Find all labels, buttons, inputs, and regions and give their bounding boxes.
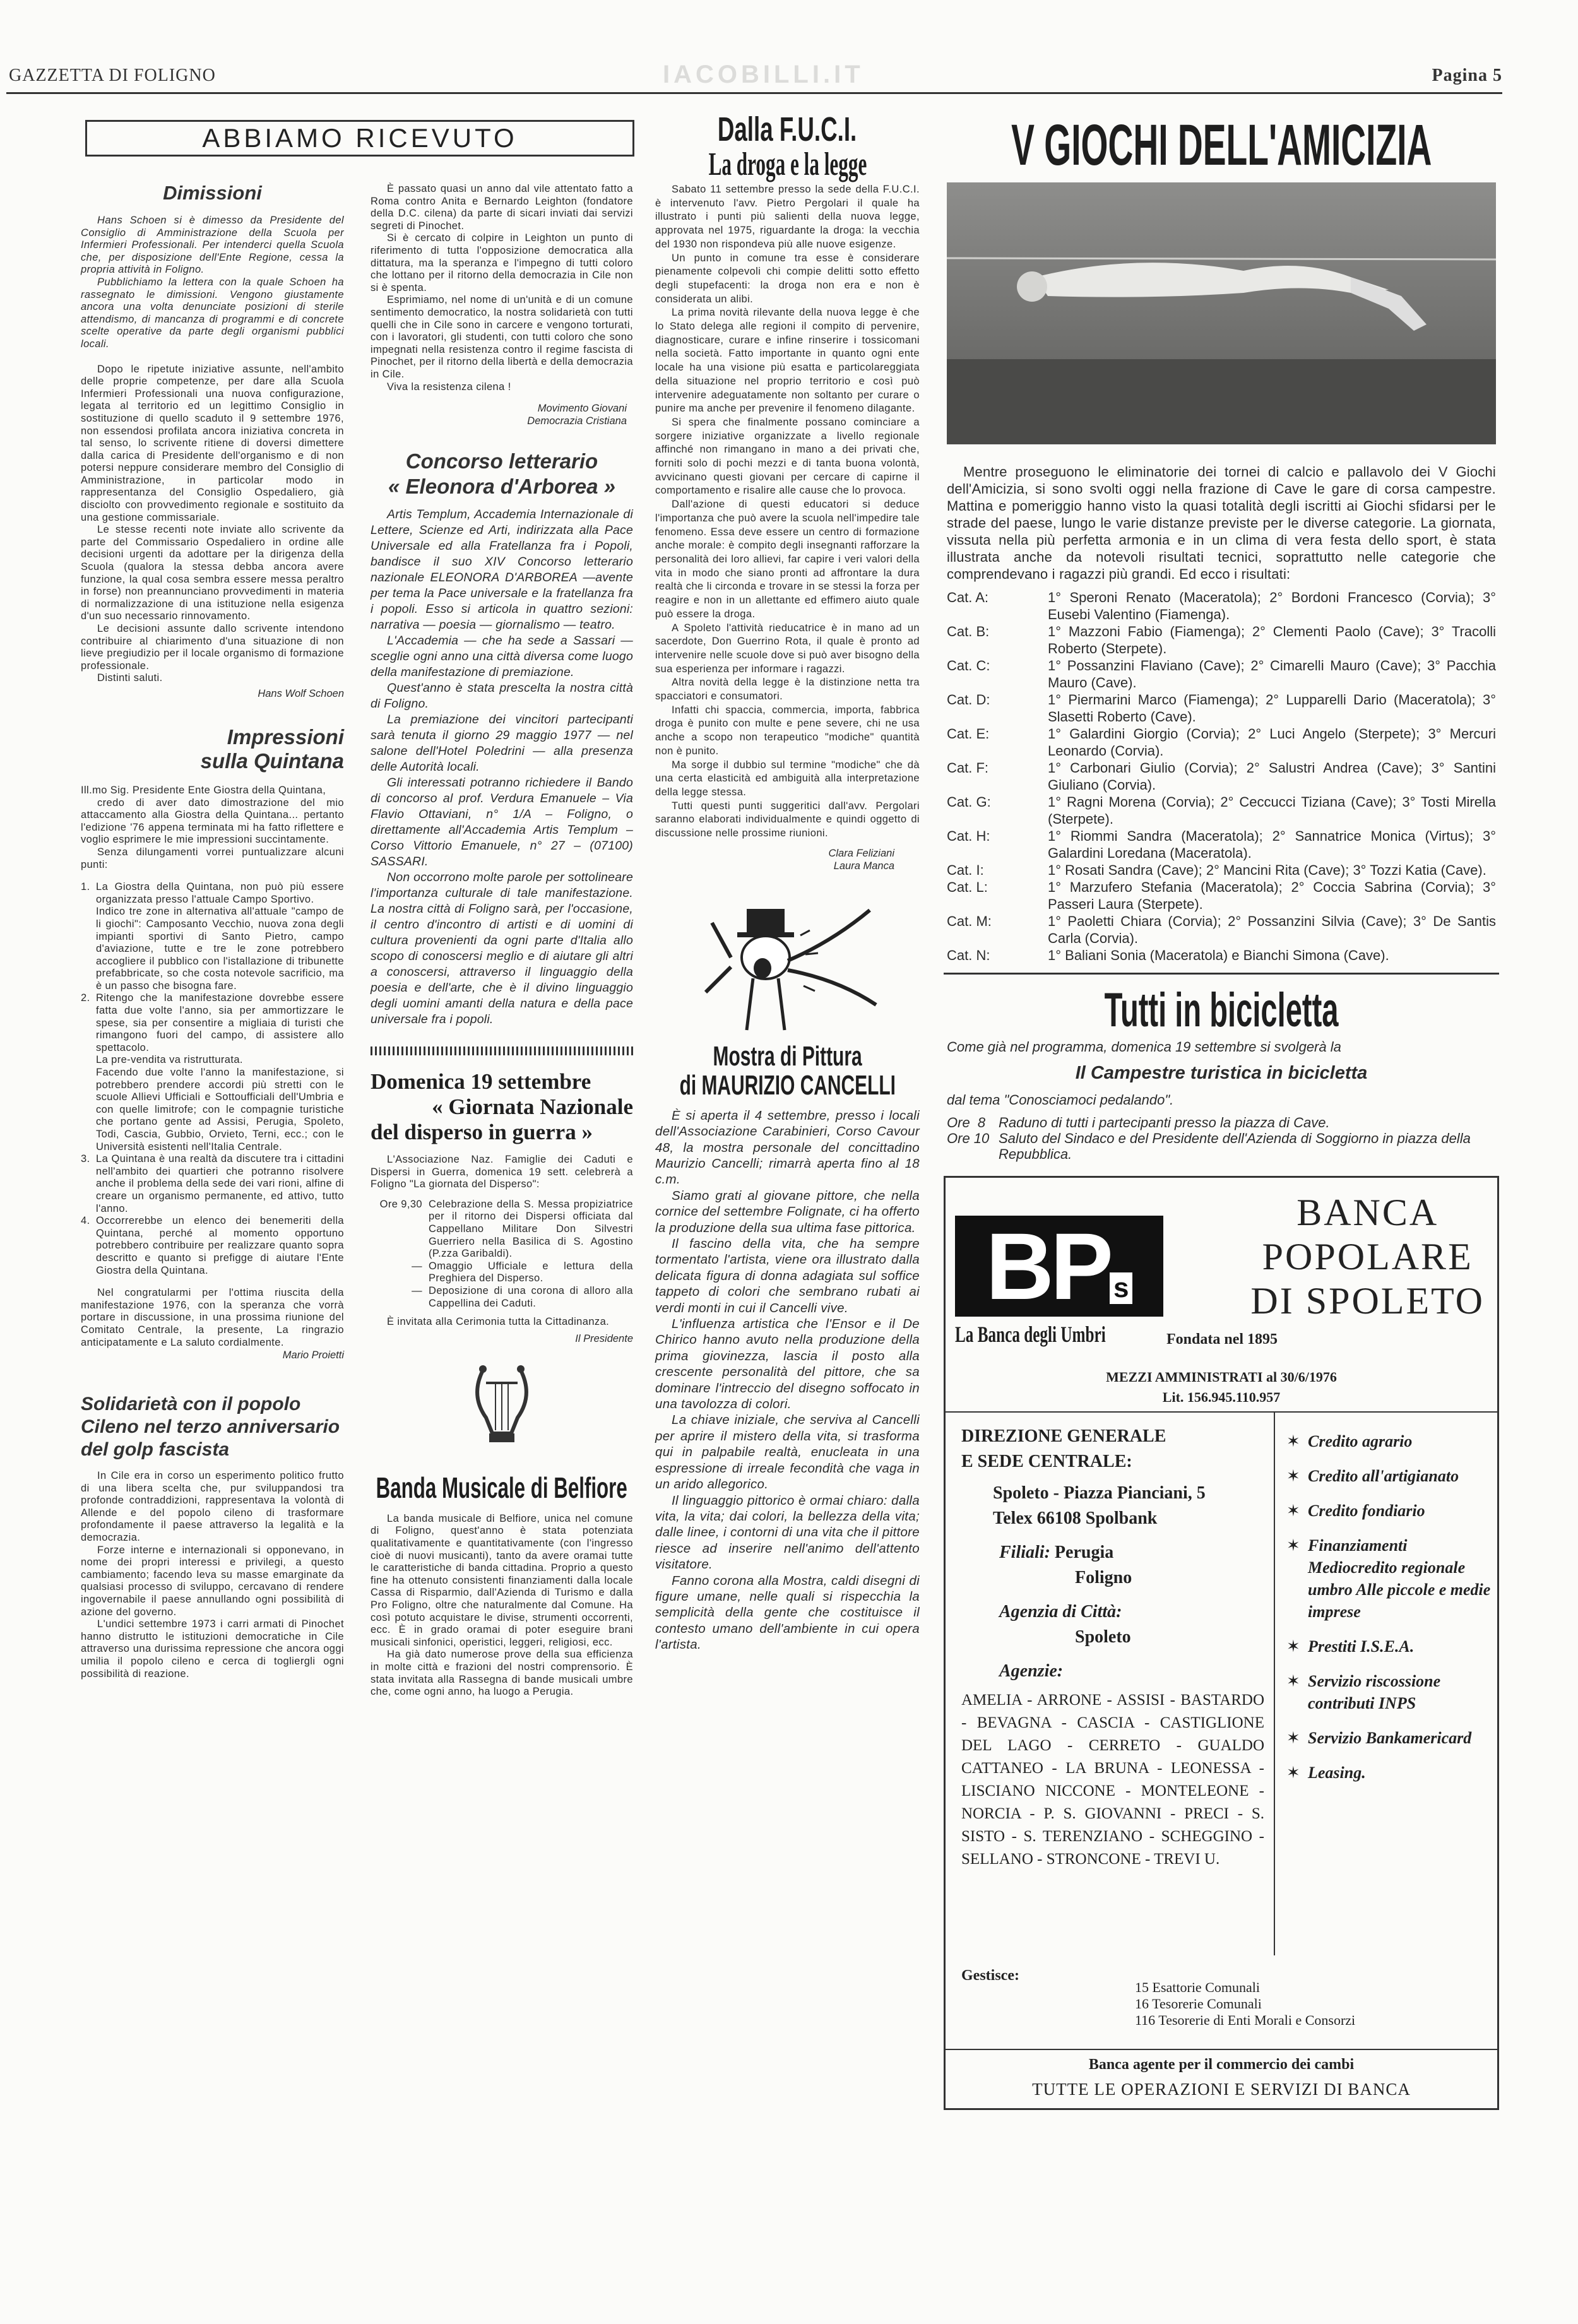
paragraph: La premiazione dei vincitori partecipanti sarà tenuta il giorno 29 maggio 1977 — nel salone dell'Hotel Poledrini — alla presenza delle Autorità locali.: [371, 713, 633, 774]
theme-line: dal tema "Conosciamoci pedalando".: [947, 1092, 1174, 1108]
category-results: 1° Mazzoni Fabio (Fiamenga); 2° Clementi Paolo (Cave); 3° Tracolli Roberto (Sterpete).: [1048, 624, 1496, 656]
item-text: [96, 1153, 344, 1215]
star-icon: ✶: [1286, 1432, 1300, 1450]
item-text: [96, 992, 344, 1153]
article-leighton: [371, 183, 633, 427]
paragraph: Ma sorge il dubbio sul termine "modiche" che dà una certa elasticità ed ambiguità alla interpretazione della legge stessa.: [655, 759, 920, 798]
article-closing: [81, 1287, 344, 1349]
paragraph: L'influenza artistica che l'Ensor e il De Chirico hanno avuto nella produzione della prima giovinezza, lascia il posto alla crescente personalità del pittore, che sa dominare l'intreccio del disegno soffocato in una tavolozza di colori.: [655, 1317, 920, 1412]
service-label: Servizio Bankamericard: [1308, 1729, 1472, 1747]
category-label: Cat. B:: [947, 624, 990, 639]
star-icon: ✶: [1286, 1502, 1300, 1520]
article-intro: Mentre proseguono le eliminatorie dei tornei di calcio e pallavolo dei V Giochi dell'Amicizia, si sono svolti oggi nella frazione di Cave le gare di corsa campestre. Mattina e pomeriggio hanno visto la quasi totalità degli iscritti ai Giochi sfidarsi per le strade del paese, lungo le varie distanze previste per le diverse categorie. La giornata, vissuta nella più perfetta armonia e in un clima di vera festa dello sport, è stata illustrata anche da notevoli risultati tecnici, soprattutto nelle categorie che comprendevano i ragazzi più grandi. Ed ecco i risultati:: [947, 464, 1496, 582]
paragraph: Tutti questi punti suggeritici dall'avv. Pergolari saranno elaborati individualmente e quindi oggetto di discussione nelle prossime riunioni.: [655, 800, 920, 839]
paragraph: Un punto in comune tra esse è considerare pienamente colpevoli chi compie delitti sotto effetto degli stupefacenti: la droga non era e non è considerata un alibi.: [655, 252, 920, 305]
paragraph: In Cile era in corso un esperimento politico frutto di una libera scelta che, pur sviluppandosi tra profonde contraddizioni, rappresentava la volontà di Allende e del popolo cileno di trasformare profondamente il paese attraverso la legalità e la democrazia.: [81, 1470, 344, 1544]
divider: [946, 2049, 1497, 2050]
paragraph: Dopo le ripetute iniziative assunte, nell'ambito delle proprie competenze, per dare alla Scuola Infermieri Professionali una nuova configurazione, legata al territorio ed un legittimo Consiglio in sostituzione di quello scaduto il 9 settembre 1976, non essendosi profilata ancora iniziativa concreta in tal senso, lo scrivente ritiene di doversi dimettere dalla carica di Presidente dell'organismo e di non potersi neppure considerare membro del Consiglio di Amministrazione, in particolar modo in rappresentanza del Consiglio Ospedaliero, già disciolto con provvedimento regionale e sostituito da una gestione commissariale.: [81, 363, 344, 523]
schedule-time: —: [412, 1285, 422, 1297]
paragraph: A Spoleto l'attività rieducatrice è in mano ad un sacerdote, Don Guerrino Rota, il quale è pronto ad intervenire nelle scuole dove si può aver bisogno della sua esperienza per informare i ragazzi.: [655, 622, 920, 675]
paragraph: Le decisioni assunte dallo scrivente intendono contribuire al chiarimento d'una situazione di non lieve pregiudizio per il locale organismo di formazione professionale.: [81, 623, 344, 672]
article-title: Dimissioni: [163, 182, 262, 204]
article-quintana: [81, 725, 344, 1361]
signature: Hans Wolf Schoen: [258, 687, 344, 699]
paragraph: Le stesse recenti note inviate allo scrivente da parte del Commissario Ospedaliero in ordine alle decisioni urgenti da adottare per la dirigenza della Scuola (qualora la stessa debba ancora avere funzione, la qual cosa sembra essere messa peraltro in forse) non preannunciano provvedimenti in materia di normalizzazione di una istituzione nella esigenza d'un suo necessario rinnovamento.: [81, 524, 344, 622]
schedule-item: [947, 1130, 1496, 1162]
title-line: Domenica 19 settembre: [371, 1069, 591, 1094]
article-banda: [371, 1471, 633, 1699]
bank-founded: Fondata nel 1895: [1166, 1331, 1278, 1348]
star-icon: ✶: [1286, 1467, 1300, 1485]
paragraph: Senza dilungamenti vorrei puntualizzare alcuni punti:: [81, 846, 344, 870]
paragraph: Altra novità della legge è la distinzione netta tra spacciatori e consumatori.: [655, 677, 920, 703]
manages-label: Gestisce:: [961, 1967, 1019, 1984]
article-fuci-heading: [655, 110, 920, 182]
result-row: [947, 759, 1496, 793]
category-label: Cat. G:: [947, 794, 991, 810]
paragraph: L'Accademia — che ha sede a Sassari — sceglie ogni anno una città diversa come luogo della manifestazione di premiazione.: [371, 634, 633, 680]
hq-address: Spoleto - Piazza Pianciani, 5: [993, 1483, 1206, 1503]
service-label: Leasing.: [1308, 1764, 1366, 1782]
signature-line: Clara Feliziani: [828, 847, 894, 859]
hq-telex: Telex 66108 Spolbank: [993, 1509, 1158, 1528]
result-row: [947, 589, 1496, 623]
photo-high-jumper: [947, 182, 1496, 444]
result-row: [947, 862, 1496, 879]
branch: Foligno: [1075, 1568, 1132, 1587]
bank-name-line: POPOLARE: [1262, 1236, 1473, 1278]
article-body: [371, 1513, 633, 1699]
result-row: [947, 793, 1496, 827]
article-mostra: [655, 1108, 920, 1653]
city-agency: Spoleto: [1075, 1627, 1131, 1647]
article-intro: L'Associazione Naz. Famiglie dei Caduti e Dispersi in Guerra, domenica 19 sett. celebrerà a Foligno "La giornata del Disperso":: [371, 1154, 633, 1190]
bank-services: [1286, 1430, 1495, 1796]
service-item: [1286, 1430, 1495, 1452]
star-icon: ✶: [1286, 1729, 1300, 1747]
schedule-text: Celebrazione della S. Messa propiziatrice per il ritorno dei Dispersi officiata dal Cappellano Militare Don Silvestri Guerriero nella Basilica di S. Agostino (P.zza Garibaldi).: [429, 1198, 633, 1260]
article-subtitle: di MAURIZIO CANCELLI: [679, 1069, 896, 1101]
section-banner-label: ABBIAMO RICEVUTO: [202, 123, 518, 153]
agencies-list: AMELIA - ARRONE - ASSISI - BASTARDO - BEVAGNA - CASCIA - CASTIGLIONE DEL LAGO - CERRETO - GUALDO CATTANEO - LA BRUNA - LEONESSA - LISCIANO NICCONE - MONTELEONE - NORCIA - P. S. GIOVANNI - PRECI - S. SISTO - S. TERENZIANO - SCHEGGINO - SELLANO - STRONCONE - TREVI U.: [961, 1692, 1264, 1868]
schedule-text: Omaggio Ufficiale e lettura della Preghiera del Disperso.: [429, 1260, 633, 1284]
category-label: Cat. I:: [947, 862, 984, 878]
result-row: [947, 913, 1496, 947]
paragraph: Nel congratularmi per l'ottima riuscita della manifestazione 1976, con la speranza che vorrà portare in discussione, in una prossima riunione del Comitato Centrale, la presente, La ringrazio anticipatamente e La saluto cordialmente.: [81, 1287, 344, 1348]
article-body: [371, 507, 633, 1028]
signature-line: Movimento Giovani: [537, 403, 627, 415]
category-label: Cat. C:: [947, 658, 990, 673]
article-title: Mostra di Pittura: [713, 1040, 862, 1072]
result-row: [947, 827, 1496, 862]
list-item: [81, 1153, 344, 1215]
schedule-item: [371, 1260, 633, 1285]
category-results: 1° Carbonari Giulio (Corvia); 2° Salustri Andrea (Cave); 3° Santini Giuliano (Corvia).: [1048, 760, 1496, 793]
agencies-label: Agenzie:: [999, 1661, 1064, 1681]
paragraph: Indico tre zone in alternativa all'attuale "campo de li giochi": Camposanto Vecchio, nuova zona degli impianti sportivi di Santo Pietro, campo d'aviazione, tutte e tre le zone potrebbero accogliere il pubblico con l'istallazione di tribunette prefabbricate, so che costa notevole sacrificio, ma è un passo che bisogna fare.: [96, 906, 344, 992]
item-text: [96, 1215, 344, 1277]
header-rule: [6, 92, 1502, 94]
signature: Mario Proietti: [282, 1349, 344, 1361]
item-number: 3.: [81, 1153, 90, 1165]
list-item: [81, 1215, 344, 1277]
service-item: [1286, 1534, 1495, 1623]
schedule-item: [371, 1285, 633, 1310]
paragraph: Infatti chi spaccia, commercia, importa, fabbrica droga è punito con multe e pene severe, chi ne usa anche a scopo non terapeutico "modiche" quantità non è punito.: [655, 704, 920, 757]
divider: [1274, 1413, 1275, 1955]
article-domenica: [371, 1069, 633, 1345]
service-label: Servizio riscossione contributi INPS: [1308, 1672, 1441, 1712]
bank-assets: [946, 1367, 1497, 1408]
paragraph: È passato quasi un anno dal vile attentato fatto a Roma contro Anita e Bernardo Leighton (fondatore della D.C. cilena) da parte di sicari inviati dai servizi segreti di Pinochet.: [371, 183, 633, 232]
service-item: [1286, 1465, 1495, 1487]
article-title: La droga e la legge: [708, 146, 867, 182]
page-number: Pagina 5: [1432, 66, 1502, 85]
category-results: 1° Baliani Sonia (Maceratola) e Bianchi Simona (Cave).: [1048, 947, 1389, 963]
schedule-time: —: [412, 1260, 422, 1272]
service-item: [1286, 1762, 1495, 1784]
schedule-text: Deposizione di una corona di alloro alla Cappellina dei Caduti.: [429, 1285, 633, 1309]
paragraph: Non occorrono molte parole per sottolineare l'importanza culturale di tale manifestazione. La nostra città di Foligno sarà, per l'occasione, il centro d'incontro di artisti e di uomini di cultura provenienti da ogni parte d'Italia allo scopo di conoscersi meglio e di aiutare gli altri a conoscersi, attraverso il linguaggio della poesia e dell'arte, che è il divino linguaggio degli uomini amanti della natura e della pace universale fra i popoli.: [371, 870, 633, 1027]
star-icon: ✶: [1286, 1637, 1300, 1656]
service-item: [1286, 1500, 1495, 1522]
service-label: Credito agrario: [1308, 1432, 1413, 1450]
section-banner: [85, 120, 634, 157]
category-results: 1° Speroni Renato (Maceratola); 2° Bordoni Francesco (Corvia); 3° Eusebi Valentino (Fiamenga).: [1048, 590, 1496, 622]
category-label: Cat. E:: [947, 726, 990, 742]
article-body: [371, 183, 633, 393]
service-item: [1286, 1670, 1495, 1714]
item-text: [96, 881, 344, 992]
paragraph: La pre-vendita va ristrutturata.: [96, 1054, 243, 1066]
schedule-time: Ore 10: [947, 1130, 990, 1146]
category-results: 1° Piermarini Marco (Fiamenga); 2° Lupparelli Dario (Maceratola); 3° Slasetti Roberto (Cave).: [1048, 692, 1496, 725]
points-list: [81, 881, 344, 1277]
category-label: Cat. F:: [947, 760, 989, 776]
item-number: 4.: [81, 1215, 90, 1227]
result-row: [947, 725, 1496, 759]
bank-footer-2: TUTTE LE OPERAZIONI E SERVIZI DI BANCA: [1032, 2080, 1411, 2099]
paragraph: Quest'anno è stata prescelta la nostra città di Foligno.: [371, 681, 633, 711]
title-line: « Giornata Nazionale: [432, 1094, 633, 1120]
article-title: Tutti in bicicletta: [1104, 983, 1339, 1037]
article-title: [81, 725, 344, 773]
column-3: [655, 183, 920, 1653]
paragraph: L'undici settembre 1973 i carri armati di Pinochet hanno distrutto le istituzioni democratiche in Cile attraverso una durissima repressione che ancora oggi umilia il popolo cileno e cerca di togliergli ogni possibilità di reazione.: [81, 1618, 344, 1680]
signature: Il Presidente: [575, 1332, 633, 1344]
managed-item: 16 Tesorerie Comunali: [1135, 1996, 1262, 2012]
article-concorso: [371, 449, 633, 1028]
service-label: Prestiti I.S.E.A.: [1308, 1637, 1415, 1656]
result-row: [947, 691, 1496, 725]
category-results: 1° Riommi Sandra (Maceratola); 2° Sannatrice Monica (Virtus); 3° Galardini Loredana (Maceratola).: [1048, 828, 1496, 861]
manages-list: [1135, 1979, 1476, 2029]
signature-line: Democrazia Cristiana: [527, 415, 627, 427]
bank-slogan: La Banca degli Umbri: [955, 1322, 1106, 1347]
result-row: [947, 879, 1496, 913]
shouting-man-cartoon: [693, 898, 882, 1033]
paragraph: Facendo due volte l'anno la manifestazione, si potrebbero prendere accordi più stretti con le scuole Allievi Ufficiali e Sottoufficiali dell'Umbria e con quelle limitrofe; con le compagnie turistiche che portano gente ad Assisi, Perugia, Spoleto, Todi, Cascia, Gubbio, Orvieto, Terni, ecc.; con le Università esistenti nell'Italia Centrale.: [96, 1067, 344, 1153]
category-results: 1° Marzufero Stefania (Maceratola); 2° Coccia Sabrina (Corvia); 3° Passeri Laura (Sterpete).: [1048, 879, 1496, 912]
schedule-text: Saluto del Sindaco e del Presidente dell'Azienda di Soggiorno in piazza della Repubblica.: [999, 1130, 1471, 1162]
article-title: [371, 1069, 633, 1145]
schedule-time: Ore 9,30: [379, 1198, 422, 1210]
service-item: [1286, 1727, 1495, 1749]
paragraph: Esprimiamo, nel nome di un'unità e di un comune sentimento democratico, la nostra solidarietà con tutti quelli che in Cile sono in carcere e vengono torturati, con i lavoratori, gli studenti, con tutti coloro che sono impegnati nella resistenza contro il regime fascista di Pinochet, per il ritorno della libertà e della democrazia in Cile.: [371, 294, 633, 380]
managed-item: 116 Tesorerie di Enti Morali e Consorzi: [1135, 2012, 1356, 2028]
managed-item: 15 Esattorie Comunali: [1135, 1979, 1260, 1995]
category-results: 1° Rosati Sandra (Cave); 2° Mancini Rita (Cave); 3° Tozzi Katia (Cave).: [1048, 862, 1486, 878]
title-line: Concorso letterario: [405, 449, 598, 473]
article-bicicletta: [947, 983, 1496, 1162]
article-body: [655, 1108, 920, 1653]
hq-line: DIREZIONE GENERALE: [961, 1426, 1166, 1446]
paragraph: Occorrerebbe un elenco dei benemeriti della Quintana, perché al momento opportuno potrebbero contribuire per realizzare quanto sopra descritto e quanto si prefigge di aiutare l'Ente Giostra della Quintana.: [96, 1215, 344, 1276]
service-item: [1286, 1635, 1495, 1657]
category-label: Cat. L:: [947, 879, 988, 895]
title-line: sulla Quintana: [200, 749, 344, 773]
service-label: Finanziamenti Mediocredito regionale umbro Alle piccole e medie imprese: [1308, 1536, 1491, 1621]
schedule-time: Ore 8: [947, 1115, 986, 1130]
article-title: [371, 449, 633, 499]
paragraph: Fanno corona alla Mostra, caldi disegni di figure umane, nelle quali si rispecchia la semplicità della gente che costituisce il contesto umano dell'ambiente in cui opera l'artista.: [655, 1573, 920, 1652]
title-line: del disperso in guerra »: [371, 1120, 593, 1145]
results-list: [947, 589, 1496, 964]
paragraph: Dall'azione di questi educatori si deduce l'importanza che può avere la scuola nell'impedire tale fenomeno. Essa deve essere un centro di formazione anche morale: è compito degli insegnanti rafforzare la personalità dei loro allievi, far capire i veri valori della vita in modo che siano pronti ad affrontare la dura realtà che li circonda e trovare in se stessi la forza per reagire e non in un allettante ed effimero aiuto quale può essere la droga.: [655, 499, 920, 620]
category-results: 1° Possanzini Flaviano (Cave); 2° Cimarelli Mauro (Cave); 3° Pacchia Mauro (Cave).: [1048, 658, 1496, 691]
category-label: Cat. N:: [947, 947, 990, 963]
paragraph: La prima novità rilevante della nuova legge è che lo Stato delega alle regioni il compito di pervenire, diagnosticare, curare e infine rinserire i tossicomani nella società. Fatto importante in quanto ogni ente locale ha una visione più esatta e particolareggiata della situazione nel proprio territorio e così può intervenire adeguatamente non soltanto per curare o punire ma anche per prevenire il fenomeno dilagante.: [655, 307, 920, 415]
result-row: [947, 947, 1496, 964]
list-item: [81, 881, 344, 992]
result-row: [947, 657, 1496, 691]
paragraph: La Giostra della Quintana, non può più essere organizzata presso l'attuale Campo Sportivo.: [96, 881, 344, 905]
service-label: Credito all'artigianato: [1308, 1467, 1459, 1485]
paragraph: Gli interessati potranno richiedere il Bando di concorso al prof. Verdura Emanuele – Via Flavio Ottaviani, n° 1/A – Foligno, o direttamente all'Accademia Artis Templum – Corso Vittorio Emanuele, n° 27 – (07100) SASSARI.: [371, 776, 633, 869]
branch: Perugia: [1054, 1543, 1114, 1562]
paragraph: credo di aver dato dimostrazione del mio attaccamento alla Giostra della Quintana... pertanto l'edizione '76 appena terminata mi ha fatto riflettere e voglio esprimere le mie impressioni succintamente.: [81, 797, 344, 846]
paragraph: Siamo grati al giovane pittore, che nella cornice del settembre Folignate, ci ha offerto la produzione della sua ultima fase pittorica.: [655, 1188, 920, 1235]
paragraph: Si è cercato di colpire in Leighton un punto di riferimento di tutta l'opposizione democratica alla dittatura, ma la speranza e l'impegno di tutti coloro che lottano per il ritorno della democrazia in Cile non si è spenta.: [371, 232, 633, 293]
paragraph: Distinti saluti.: [97, 672, 163, 684]
article-intro: [81, 797, 344, 872]
paragraph: Hans Schoen si è dimesso da Presidente del Consiglio di Amministrazione della Scuola per Infermieri Professionali. Per intenderci quella Scuola che, per disposizione dell'Ente Regione, cessa la propria attività in Foligno.: [81, 215, 344, 276]
paragraph: La Quintana è una realtà da discutere tra i cittadini nell'ambito dei quartieri che potranno risolvere anche il problema della sede dei vari rioni, alfine di creare un organismo permanente, ed attivo, tutto l'anno.: [96, 1153, 344, 1214]
column-1: [81, 182, 344, 1680]
category-label: Cat. H:: [947, 828, 990, 844]
bank-footer-1: Banca agente per il commercio dei cambi: [1088, 2056, 1355, 2073]
bank-headquarters: [961, 1424, 1264, 1871]
title-line: Impressioni: [227, 725, 344, 749]
paragraph: È si aperta il 4 settembre, presso i locali dell'Associazione Carabinieri, Corso Cavour 48, la mostra personale del concittadino Maurizio Cancelli; rimarrà aperta fino al 18 c.m.: [655, 1108, 920, 1187]
event-name: Il Campestre turistica in bicicletta: [1075, 1063, 1368, 1083]
article-giochi: [947, 463, 1496, 964]
bank-name-line: BANCA: [1296, 1192, 1439, 1233]
category-results: 1° Ragni Morena (Corvia); 2° Ceccucci Tiziana (Cave); 3° Tosti Mirella (Sterpete).: [1048, 794, 1496, 827]
assets-value: Lit. 156.945.110.957: [1162, 1389, 1281, 1405]
paragraph: Si spera che finalmente possano cominciare a sorgere iniziative organizzate a livello regionale affinché non rimangano in mano a dei privati che, forniti solo di pochi mezzi e di tanta buona volontà, avvicinano questi giovani per cercare di capirne il comportamento e risalire alle cause che lo provoca.: [655, 416, 920, 497]
newspaper-title: GAZZETTA DI FOLIGNO: [9, 66, 216, 85]
category-label: Cat. D:: [947, 692, 990, 708]
schedule-text: Raduno di tutti i partecipanti presso la piazza di Cave.: [999, 1115, 1330, 1130]
article-title: Solidarietà con il popolo Cileno nel terzo anniversario del golp fascista: [81, 1394, 340, 1461]
paragraph: Artis Templum, Accademia Internazionale di Lettere, Scienze ed Arti, indirizzata alla Pace Universale ed alla Fratellanza fra i Popoli, bandisce il suo XIV Concorso letterario nazionale ELEONORA D'ARBOREA —avente per tema la Pace universale e la fratellanza fra i popoli. Esso si articola in quattro sezioni: narrativa — poesia — giornalismo — teatro.: [371, 507, 633, 632]
bank-name-line: DI SPOLETO: [1250, 1280, 1485, 1322]
paragraph: Pubblichiamo la lettera con la quale Schoen ha rassegnato le dimissioni. Vengono giustamente ancora una volta denunciate posizioni di sterile attendismo, di mancanza di programmi e di concrete scelte operative da parte degli organismi pubblici locali.: [81, 276, 344, 350]
paragraph: La chiave iniziale, che serviva al Cancelli per aprire il mistero della vita, si trasforma qui in palpabile realtà, enucleata in una espressione di irreale fecondità che vaga in un arido allegorico.: [655, 1413, 920, 1492]
section-rule: [944, 973, 1499, 975]
paragraph: Il linguaggio pittorico è ormai chiaro: dalla vita, la vita; dai colori, la bellezza della vita; dalle linee, i contorni di una vita che il pittore riesce ad inserire nell'animo dell'attento visitatore.: [655, 1493, 920, 1572]
paragraph: Ritengo che la manifestazione dovrebbe essere fatta due volte l'anno, sia per ammortizzare le spese, sia per consentire a migliaia di turisti che rimangono fuori del campo, di assistere allo spettacolo.: [96, 992, 344, 1053]
item-number: 1.: [81, 881, 90, 893]
signature-line: Laura Manca: [833, 860, 894, 872]
article-giochi-heading: [944, 112, 1499, 179]
category-label: Cat. M:: [947, 913, 992, 929]
paragraph: Sabato 11 settembre presso la sede della F.U.C.I. è intervenuto l'avv. Pietro Pergolari il quale ha illustrato i punti più salienti della nuova legge, approvata nel 1975, riguardante la droga: la vecchia del 1930 non rispondeva più alle nuove esigenze.: [655, 184, 920, 250]
column-2: [371, 183, 633, 1699]
article-title: Banda Musicale di Belfiore: [376, 1471, 628, 1504]
schedule-list: [371, 1199, 633, 1310]
bank-advertisement: [944, 1176, 1499, 2110]
schedule-item: [371, 1199, 633, 1260]
decorative-rule: [371, 1046, 633, 1055]
branches-label: Filiali:: [999, 1543, 1050, 1562]
article-intro: [81, 215, 344, 351]
bank-name: [1250, 1190, 1485, 1323]
salutation: Ill.mo Sig. Presidente Ente Giostra della Quintana,: [81, 784, 326, 796]
lyre-icon: [464, 1358, 540, 1452]
article-mostra-heading: [655, 1042, 920, 1100]
intro-line: Come già nel programma, domenica 19 settembre si svolgerà la: [947, 1039, 1341, 1055]
result-row: [947, 623, 1496, 657]
article-closing: È invitata alla Cerimonia tutta la Cittadinanza.: [387, 1316, 610, 1328]
signature: [655, 847, 920, 872]
star-icon: ✶: [1286, 1764, 1300, 1782]
article-title: V GIOCHI DELL'AMICIZIA: [1011, 113, 1432, 177]
watermark: IACOBILLI.IT: [663, 61, 864, 88]
article-body: [81, 364, 344, 685]
title-line: « Eleonora d'Arborea »: [388, 475, 615, 499]
article-dimissioni: [81, 182, 344, 700]
article-body: [81, 1470, 344, 1680]
paragraph: Ha già dato numerose prove della sua efficienza in molte città e frazioni del nostri comprensorio. È stata invitata alla Rassegna di bande musicali umbre che, come ogni anno, ha luogo a Perugia.: [371, 1649, 633, 1698]
divider: [946, 1411, 1497, 1413]
bank-logo: BP s: [955, 1216, 1163, 1317]
paragraph: Viva la resistenza cilena !: [387, 381, 511, 393]
schedule-list: [947, 1115, 1496, 1162]
service-label: Credito fondiario: [1308, 1502, 1425, 1520]
city-agency-label: Agenzia di Città:: [999, 1602, 1122, 1621]
assets-label: MEZZI AMMINISTRATI al 30/6/1976: [1106, 1369, 1337, 1385]
signature: [371, 402, 633, 427]
article-body: [655, 183, 920, 841]
schedule-item: [947, 1115, 1496, 1130]
article-solidarieta: [81, 1393, 344, 1680]
category-results: 1° Galardini Giorgio (Corvia); 2° Luci Angelo (Sterpete); 3° Mercuri Leonardo (Corvia).: [1048, 726, 1496, 759]
paragraph: La banda musicale di Belfiore, unica nel comune di Foligno, quest'anno è stata potenziata qualitativamente e quantitativamente (con l'ingresso cioè di nuovi musicanti), tanto da avere oramai tutte le caratteristiche di banda cittadina. Proprio a questo fine ha ottenuto consistenti finanziamenti dalla locale Cassa di Risparmio, dall'Azienda di Turismo e dalla Pro Foligno, oltre che naturalmente dal Comune. Ha così potuto acquistare le divise, strumenti occorrenti, ecc. È in grado oramai di poter eseguire brani musicali sinfonici, operistici, leggeri, religiosi, ecc.: [371, 1512, 633, 1648]
star-icon: ✶: [1286, 1536, 1300, 1555]
article-fuci: [655, 183, 920, 872]
list-item: [81, 992, 344, 1153]
category-label: Cat. A:: [947, 590, 989, 605]
paragraph: Il fascino della vita, che ha sempre tormentato l'artista, viene ora illustrato dalla delicata figura di donna adagiata sul soffice tappeto di colori che sembrano rubati ai verdi monti in cui il Cancelli vive.: [655, 1236, 920, 1315]
article-kicker: Dalla F.U.C.I.: [718, 110, 857, 148]
item-number: 2.: [81, 992, 90, 1004]
star-icon: ✶: [1286, 1672, 1300, 1690]
paragraph: Forze interne e internazionali si opponevano, in nome dei propri interessi e privilegi, a questo cambiamento; facendo leva su masse emarginate da qualsiasi processo di sviluppo, cercavano di rendere ingovernabile il paese annullando ogni possibilità di azione del governo.: [81, 1544, 344, 1618]
category-results: 1° Paoletti Chiara (Corvia); 2° Possanzini Silvia (Cave); 3° De Santis Carla (Corvia).: [1048, 913, 1496, 946]
hq-line: E SEDE CENTRALE:: [961, 1452, 1132, 1471]
right-section: [944, 112, 1499, 2110]
